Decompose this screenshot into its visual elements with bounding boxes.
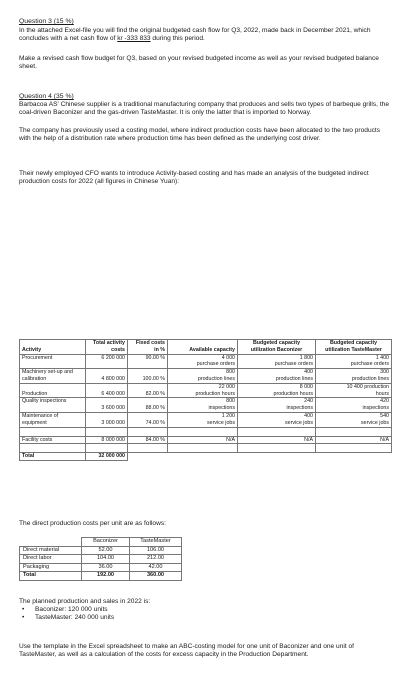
header-baconizer: Baconizer	[82, 538, 130, 547]
question-3-paragraph-2: Make a revised cash flow budget for Q3, based on your revised budgeted income as well as your revised budgeted balance sheet.	[19, 55, 379, 71]
table-row: Direct labor 104.00 212.00	[20, 555, 182, 564]
table-total-row: Total 32 000 000	[20, 453, 392, 461]
question-4-heading: Question 4 (35 %)	[19, 93, 74, 100]
table-row: Procurement 6 200 000 90.00 % 4 000 purchase orders 1 800 purchase orders 1 400 purchase orders	[20, 354, 392, 369]
header-fixed-costs: Fixed costs in %	[128, 340, 168, 355]
table-header-row	[20, 340, 392, 355]
question-3-paragraph-1: In the attached Excel-file you will find the original budgeted cash flow for Q3, 2022, made back in December 2021, which concludes with a net cash flow of kr -333 833 during this period.	[19, 27, 371, 43]
net-cash-flow-amount: kr -333 833	[117, 35, 151, 43]
table-row: Packaging 36.00 42.00	[20, 563, 182, 572]
question-4-paragraph-1: Barbacoa AS' Chinese supplier is a traditional manufacturing company that produces and sells two types of barbeque grills, the coal-driven Baconizer and the gas-driven TasteMaster. It is only the latter that is imported to Norway.	[19, 101, 389, 117]
closing-paragraph: Use the template in the Excel spreadsheet to make an ABC-costing model for one unit of Baconizer and one unit of TasteMaster, as well as a calculation of the costs for excess capacity in the Production Department.	[19, 643, 355, 659]
planned-production-intro: The planned production and sales in 2022 is:	[19, 598, 151, 605]
direct-cost-table	[19, 537, 182, 581]
table-row: Direct material 52.00 106.00	[20, 546, 182, 555]
table-spacer-row	[20, 444, 392, 453]
table-row: Quality inspections 3 600 000 88.00 % 800 inspections 240 inspections 420 inspections	[20, 398, 392, 413]
activity-cost-table	[19, 339, 392, 461]
table-row: Maintenance of equipment 3 000 000 74.00 % 1 200 service jobs 400 service jobs 540 service jobs	[20, 412, 392, 427]
table-row: Facility costs 8 000 000 84.00 % N/A N/A N/A	[20, 436, 392, 444]
question-3-heading: Question 3 (15 %)	[19, 18, 74, 25]
planned-production-list	[19, 606, 114, 623]
table-row: Production 6 400 000 82.00 % 22 000 production hours 8 000 production hours 10 400 production hours	[20, 383, 392, 398]
header-baconizer: Budgeted capacity utilization Baconizer	[238, 340, 316, 355]
header-activity: Activity	[20, 340, 86, 355]
list-item: • TasteMaster: 240 000 units	[19, 614, 114, 622]
question-4-paragraph-3: Their newly employed CFO wants to introduce Activity-based costing and has made an analysis of the budgeted indirect production costs for 2022 (all figures in Chinese Yuan):	[19, 170, 369, 186]
list-item: • Baconizer: 120 000 units	[19, 606, 114, 614]
table-spacer-row	[20, 427, 392, 436]
question-4-paragraph-2: The company has previously used a costing model, where indirect production costs have been allocated to the two products with the help of a distribution rate where production time has been defined as the underlying cost driver.	[19, 127, 381, 143]
header-tastemaster: Budgeted capacity utilization TasteMaster	[316, 340, 392, 355]
table-row: Machinery set-up and calibration 4 800 000 100.00 % 800 production lines 400 production lines 300 production lines	[20, 369, 392, 384]
header-total-costs: Total activity costs	[86, 340, 128, 355]
header-tastemaster: TasteMaster	[130, 538, 182, 547]
header-available-capacity: Available capacity	[168, 340, 238, 355]
direct-costs-intro: The direct production costs per unit are as follows:	[19, 520, 166, 527]
table-header-row	[20, 538, 182, 547]
table-total-row: Total 192.00 360.00	[20, 572, 182, 581]
